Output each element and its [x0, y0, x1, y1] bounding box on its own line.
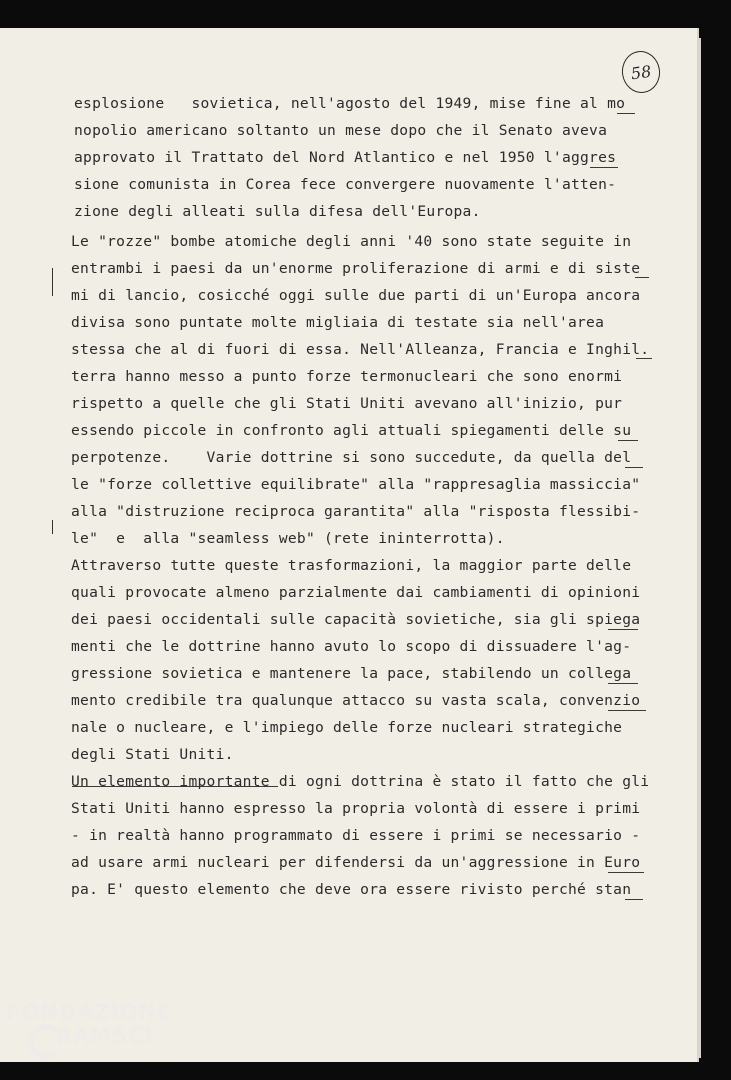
- syllable-underline: [625, 899, 643, 900]
- text-line: perpotenze. Varie dottrine si sono succedute, da quella del: [71, 449, 632, 466]
- margin-mark: [52, 520, 53, 534]
- text-line: menti che le dottrine hanno avuto lo scopo di dissuadere l'ag-: [71, 638, 632, 655]
- text-line: zione degli alleati sulla difesa dell'Europa.: [74, 203, 481, 220]
- text-line: ad usare armi nucleari per difendersi da un'aggressione in Euro: [71, 854, 641, 871]
- text-line: divisa sono puntate molte migliaia di testate sia nell'area: [71, 314, 605, 331]
- text-line: terra hanno messo a punto forze termonucleari che sono enormi: [71, 368, 623, 385]
- text-line: le" e alla "seamless web" (rete ininterrotta).: [71, 530, 505, 547]
- text-line: mento credibile tra qualunque attacco su vasta scala, convenzio: [71, 692, 641, 709]
- syllable-underline: [608, 683, 638, 684]
- syllable-underline: [608, 872, 644, 873]
- text-line: Le "rozze" bombe atomiche degli anni '40 sono state seguite in: [71, 233, 632, 250]
- watermark-line: onlus: [148, 1052, 173, 1062]
- text-line: Stati Uniti hanno espresso la propria volontà di essere i primi: [71, 800, 641, 817]
- text-line: Un elemento importante di ogni dottrina è stato il fatto che gli: [71, 773, 650, 790]
- text-line: nopolio americano soltanto un mese dopo che il Senato aveva: [74, 122, 608, 139]
- text-line: approvato il Trattato del Nord Atlantico e nel 1950 l'aggres: [74, 149, 617, 166]
- syllable-underline: [635, 277, 649, 278]
- text-line: esplosione sovietica, nell'agosto del 1949, mise fine al mo: [74, 95, 626, 112]
- syllable-underline: [636, 358, 652, 359]
- syllable-underline: [625, 467, 643, 468]
- watermark-line: RAMSCI: [56, 1024, 154, 1048]
- text-line: nale o nucleare, e l'impiego delle forze nucleari strategiche: [71, 719, 623, 736]
- page-number: 58: [629, 61, 653, 83]
- text-line: le "forze collettive equilibrate" alla "rappresaglia massiccia": [71, 476, 641, 493]
- syllable-underline: [608, 629, 638, 630]
- text-line: degli Stati Uniti.: [71, 746, 234, 763]
- margin-mark: [52, 268, 53, 296]
- watermark-line: FONDAZIONE: [6, 1000, 173, 1024]
- text-line: essendo piccole in confronto agli attuali spiegamenti delle su: [71, 422, 632, 439]
- text-line: quali provocate almeno parzialmente dai cambiamenti di opinioni: [71, 584, 641, 601]
- syllable-underline: [608, 710, 646, 711]
- text-line: dei paesi occidentali sulle capacità sovietiche, sia gli spiega: [71, 611, 641, 628]
- syllable-underline: [590, 167, 618, 168]
- fondazione-gramsci-watermark: [6, 1000, 196, 1070]
- syllable-underline: [617, 113, 635, 114]
- page-edge: [697, 38, 701, 1058]
- text-line: stessa che al di fuori di essa. Nell'Alleanza, Francia e Inghil.: [71, 341, 650, 358]
- syllable-underline: [618, 440, 638, 441]
- text-line: pa. E' questo elemento che deve ora essere rivisto perché stan: [71, 881, 632, 898]
- text-line: entrambi i paesi da un'enorme proliferazione di armi e di siste: [71, 260, 641, 277]
- text-line: alla "distruzione reciproca garantita" alla "risposta flessibi-: [71, 503, 641, 520]
- text-line: Attraverso tutte queste trasformazioni, la maggior parte delle: [71, 557, 632, 574]
- text-line: sione comunista in Corea fece convergere nuovamente l'atten-: [74, 176, 617, 193]
- text-line: rispetto a quelle che gli Stati Uniti avevano all'inizio, pur: [71, 395, 623, 412]
- text-line: gressione sovietica e mantenere la pace, stabilendo un collega: [71, 665, 632, 682]
- text-line: mi di lancio, cosicché oggi sulle due parti di un'Europa ancora: [71, 287, 641, 304]
- text-line: - in realtà hanno programmato di essere i primi se necessario -: [71, 827, 641, 844]
- phrase-underline: [72, 786, 278, 787]
